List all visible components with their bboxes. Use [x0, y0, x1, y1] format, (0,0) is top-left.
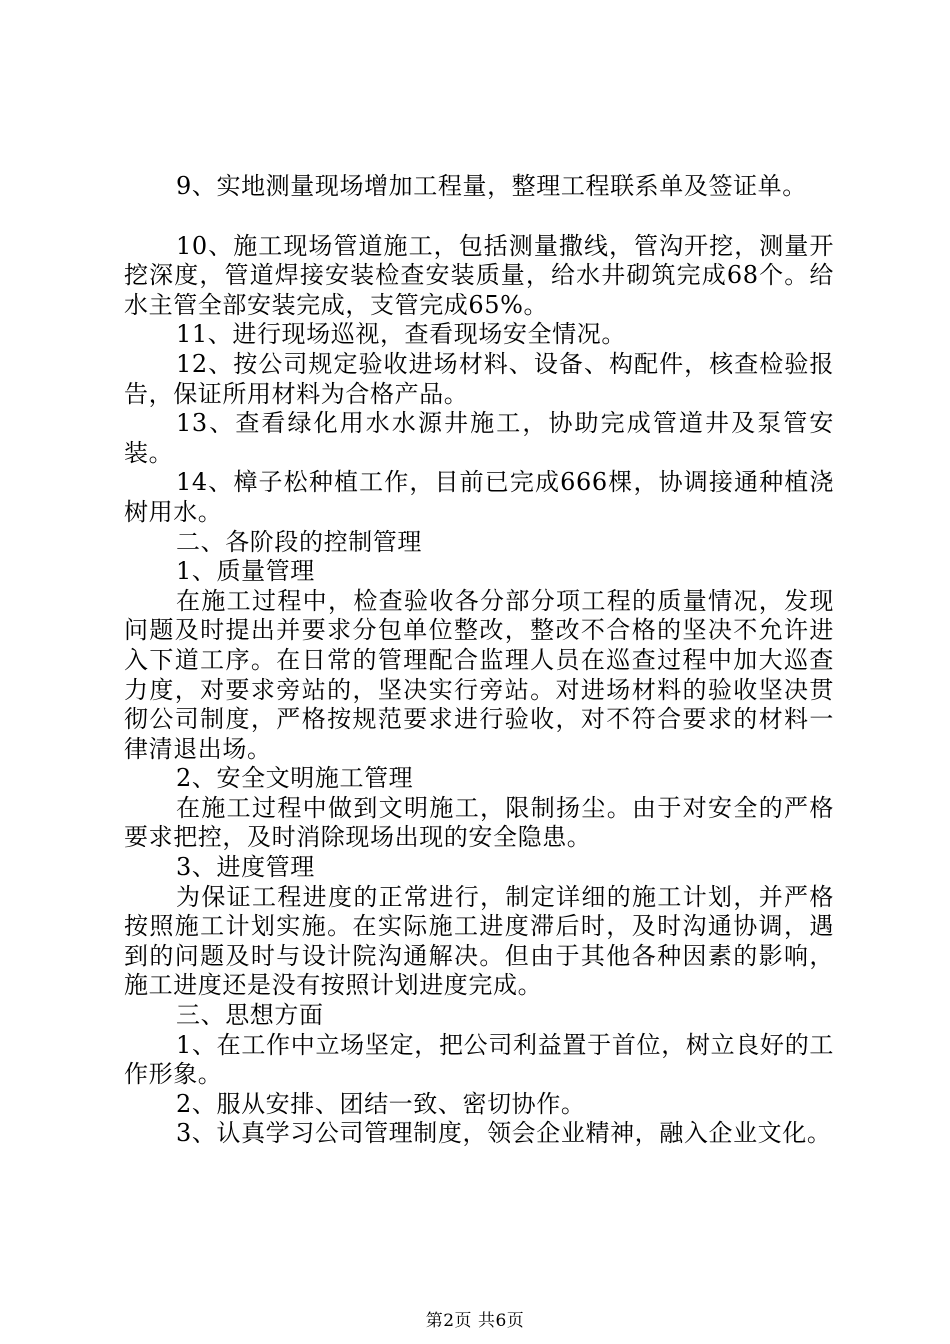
- paragraph-item-10: 10、施工现场管道施工，包括测量撒线，管沟开挖，测量开挖深度，管道焊接安装检查安装质量，给水井砌筑完成68个。给水主管全部安装完成，支管完成65%。: [124, 231, 834, 319]
- subheading-quality: 1、质量管理: [176, 557, 315, 586]
- section-heading-thought: 三、思想方面: [176, 1001, 324, 1030]
- paragraph-item-13: 13、查看绿化用水水源井施工，协助完成管道井及泵管安装。: [124, 409, 834, 467]
- subheading-safety: 2、安全文明施工管理: [176, 764, 414, 793]
- paragraph-item-14: 14、樟子松种植工作，目前已完成666棵，协调接通种植浇树用水。: [124, 468, 834, 526]
- paragraph-safety: 在施工过程中做到文明施工，限制扬尘。由于对安全的严格要求把控，及时消除现场出现的安全隐患。: [124, 793, 834, 852]
- document-body: [124, 172, 834, 1149]
- paragraph-thought-2: 2、服从安排、团结一致、密切协作。: [176, 1089, 586, 1118]
- paragraph-item-11: 11、进行现场巡视，查看现场安全情况。: [176, 320, 626, 349]
- paragraph-thought-3: 3、认真学习公司管理制度，领会企业精神，融入企业文化。: [176, 1119, 832, 1148]
- paragraph-thought-1: 1、在工作中立场坚定，把公司利益置于首位，树立良好的工作形象。: [124, 1030, 834, 1089]
- paragraph-quality: 在施工过程中，检查验收各分部分项工程的质量情况，发现问题及时提出并要求分包单位整改，整改不合格的坚决不允许进入下道工序。在日常的管理配合监理人员在巡查过程中加大巡查力度，对要求旁站的，坚决实行旁站。对进场材料的验收坚决贯彻公司制度，严格按规范要求进行验收，对不符合要求的材料一律清退出场。: [124, 586, 834, 763]
- paragraph-progress: 为保证工程进度的正常进行，制定详细的施工计划，并严格按照施工计划实施。在实际施工进度滞后时，及时沟通协调，遇到的问题及时与设计院沟通解决。但由于其他各种因素的影响，施工进度还是没有按照计划进度完成。: [124, 882, 834, 1000]
- subheading-progress: 3、进度管理: [176, 853, 315, 882]
- paragraph-item-12: 12、按公司规定验收进场材料、设备、构配件，核查检验报告，保证所用材料为合格产品。: [124, 349, 834, 408]
- page-footer: 第2页 共6页: [425, 1311, 525, 1331]
- section-heading-control: 二、各阶段的控制管理: [176, 527, 422, 556]
- paragraph-item-9: 9、实地测量现场增加工程量，整理工程联系单及签证单。: [176, 172, 807, 200]
